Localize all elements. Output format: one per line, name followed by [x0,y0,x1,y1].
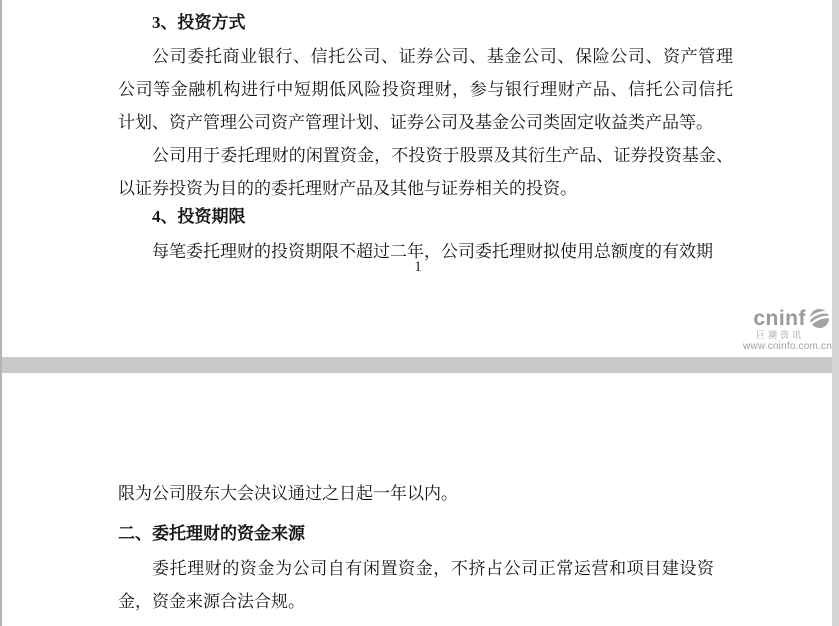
paragraph-line: 计划、资产管理公司资产管理计划、证券公司及基金公司类固定收益类产品等。 [118,113,713,132]
viewer-right-border [832,0,839,626]
viewer-left-border [0,0,2,626]
cninfo-logo-row [722,307,832,330]
section-heading-4 [118,207,733,227]
cninfo-logo-icon [807,307,832,330]
paragraph-line: 金，资金来源合法合规。 [118,592,305,611]
cninfo-logo-wordmark: cninf [753,307,806,330]
page-1 [2,0,832,357]
section-heading-2: 二、委托理财的资金来源 [118,524,305,543]
cninfo-logo-url: www.cninfo.com.cn [743,341,832,352]
paragraph-line: 公司等金融机构进行中短期低风险投资理财，参与银行理财产品、信托公司信托 [118,80,733,99]
paragraph-line: 公司用于委托理财的闲置资金，不投资于股票及其衍生产品、证券投资基金、 [152,146,733,165]
cninfo-logo [722,307,832,352]
cninfo-logo-subtitle: 巨潮资讯 [755,330,804,340]
page-gap [0,357,839,373]
section-heading-4-label: 4、投资期限 [152,207,246,226]
paragraph-line: 限为公司股东大会决议通过之日起一年以内。 [118,484,458,503]
page-number: 1 [414,259,422,275]
paragraph-line: 以证券投资为目的的委托理财产品及其他与证券相关的投资。 [118,179,577,198]
paragraph-line: 每笔委托理财的投资期限不超过二年，公司委托理财拟使用总额度的有效期 [152,242,713,261]
paragraph-line: 委托理财的资金为公司自有闲置资金，不挤占公司正常运营和项目建设资 [152,559,714,578]
section-heading-3 [118,13,733,33]
page-2 [2,373,832,626]
paragraph-line: 公司委托商业银行、信托公司、证券公司、基金公司、保险公司、资产管理 [152,47,733,66]
section-heading-3-label: 3、投资方式 [152,13,246,32]
